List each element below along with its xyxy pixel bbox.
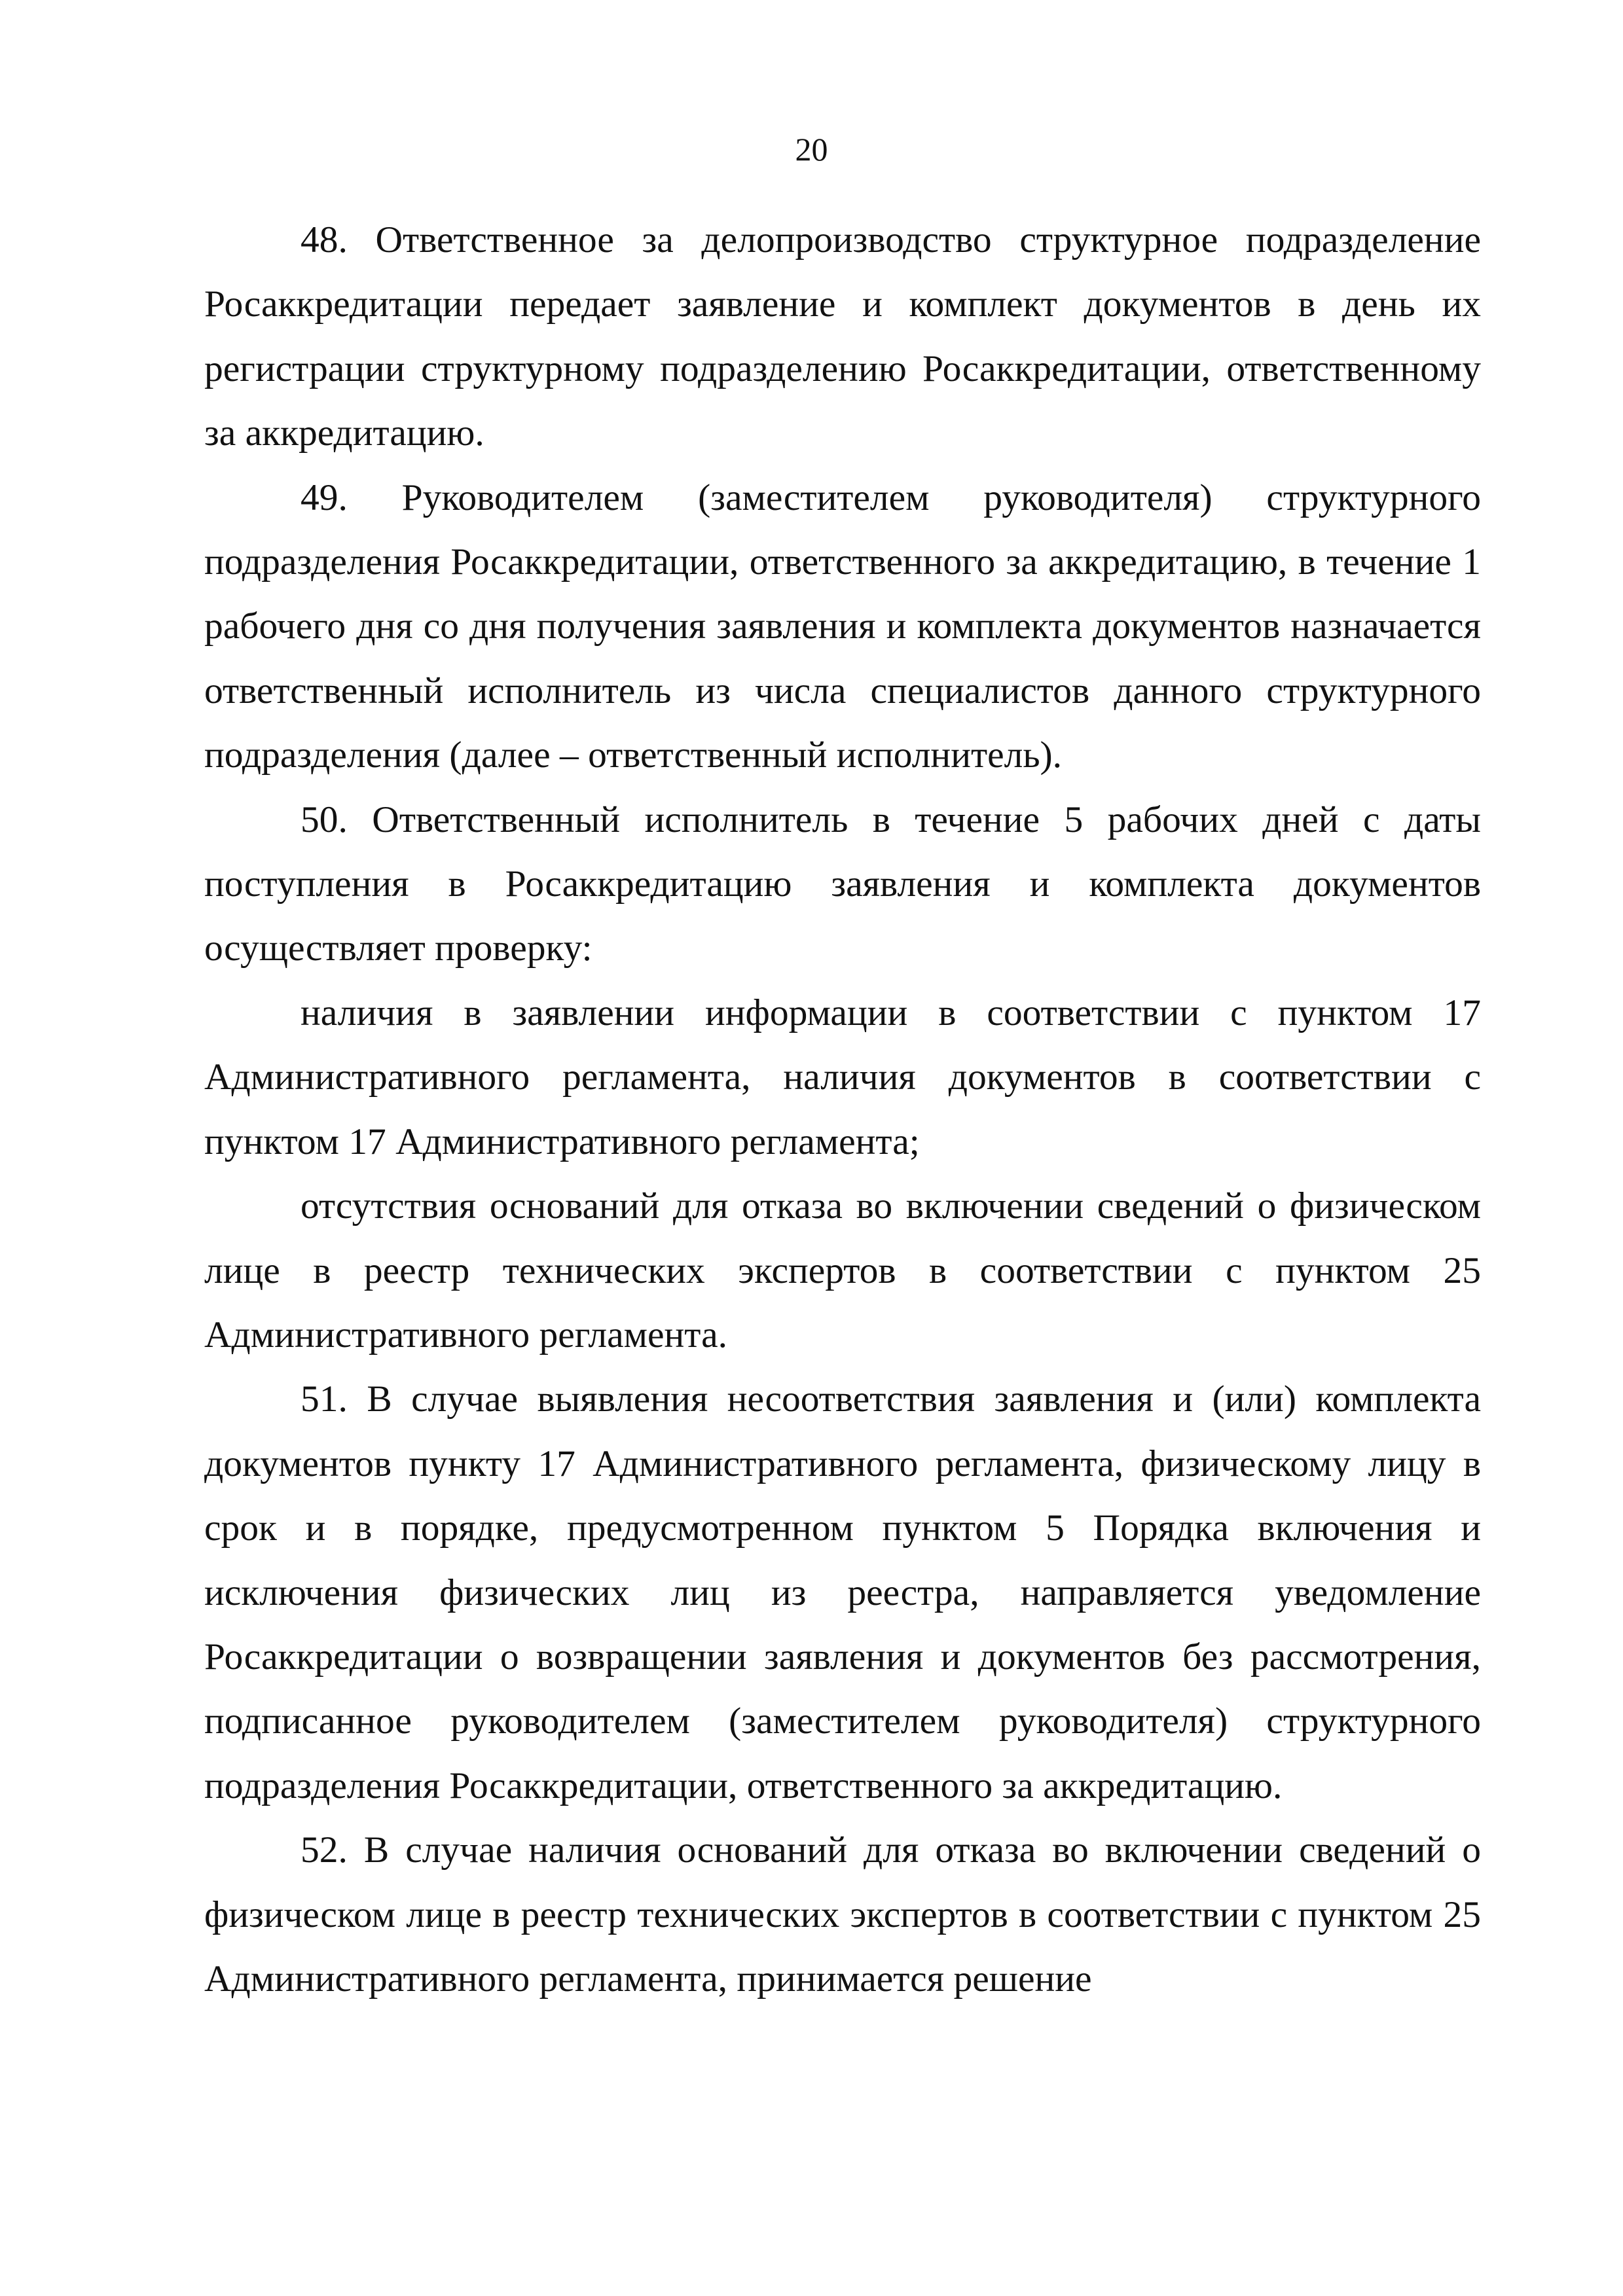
paragraph-50-item-2: отсутствия оснований для отказа во включении сведений о физическом лице в реестр технических экспертов в соответствии с пунктом 25 Административного регламента. [204,1185,1481,1355]
paragraph-49: 49. Руководителем (заместителем руководителя) структурного подразделения Росаккредитации, ответственного за аккредитацию, в течение 1 рабочего дня со дня получения заявления и комплекта документов назначается ответственный исполнитель из числа специалистов данного структурного подразделения (далее – ответственный исполнитель). [204,476,1481,776]
paragraph-50-item-1: наличия в заявлении информации в соответствии с пунктом 17 Административного регламента, наличия документов в соответствии с пунктом 17 Административного регламента; [204,992,1481,1162]
paragraph-50: 50. Ответственный исполнитель в течение 5 рабочих дней с даты поступления в Росаккредитацию заявления и комплекта документов осуществляет проверку: [204,798,1481,969]
paragraph-48: 48. Ответственное за делопроизводство структурное подразделение Росаккредитации передает заявление и комплект документов в день их регистрации структурному подразделению Росаккредитации, ответственному за аккредитацию. [204,219,1481,454]
paragraph-51: 51. В случае выявления несоответствия заявления и (или) комплекта документов пункту 17 Административного регламента, физическому лицу в срок и в порядке, предусмотренном пунктом 5 Порядка включения и исключения физических лиц из реестра, направляется уведомление Росаккредитации о возвращении заявления и документов без рассмотрения, подписанное руководителем (заместителем руководителя) структурного подразделения Росаккредитации, ответственного за аккредитацию. [204,1378,1481,1806]
document-body [204,208,1481,2011]
paragraph-52: 52. В случае наличия оснований для отказа во включении сведений о физическом лице в реестр технических экспертов в соответствии с пунктом 25 Административного регламента, принимается решение [204,1829,1481,2000]
page-number: 20 [795,131,828,168]
